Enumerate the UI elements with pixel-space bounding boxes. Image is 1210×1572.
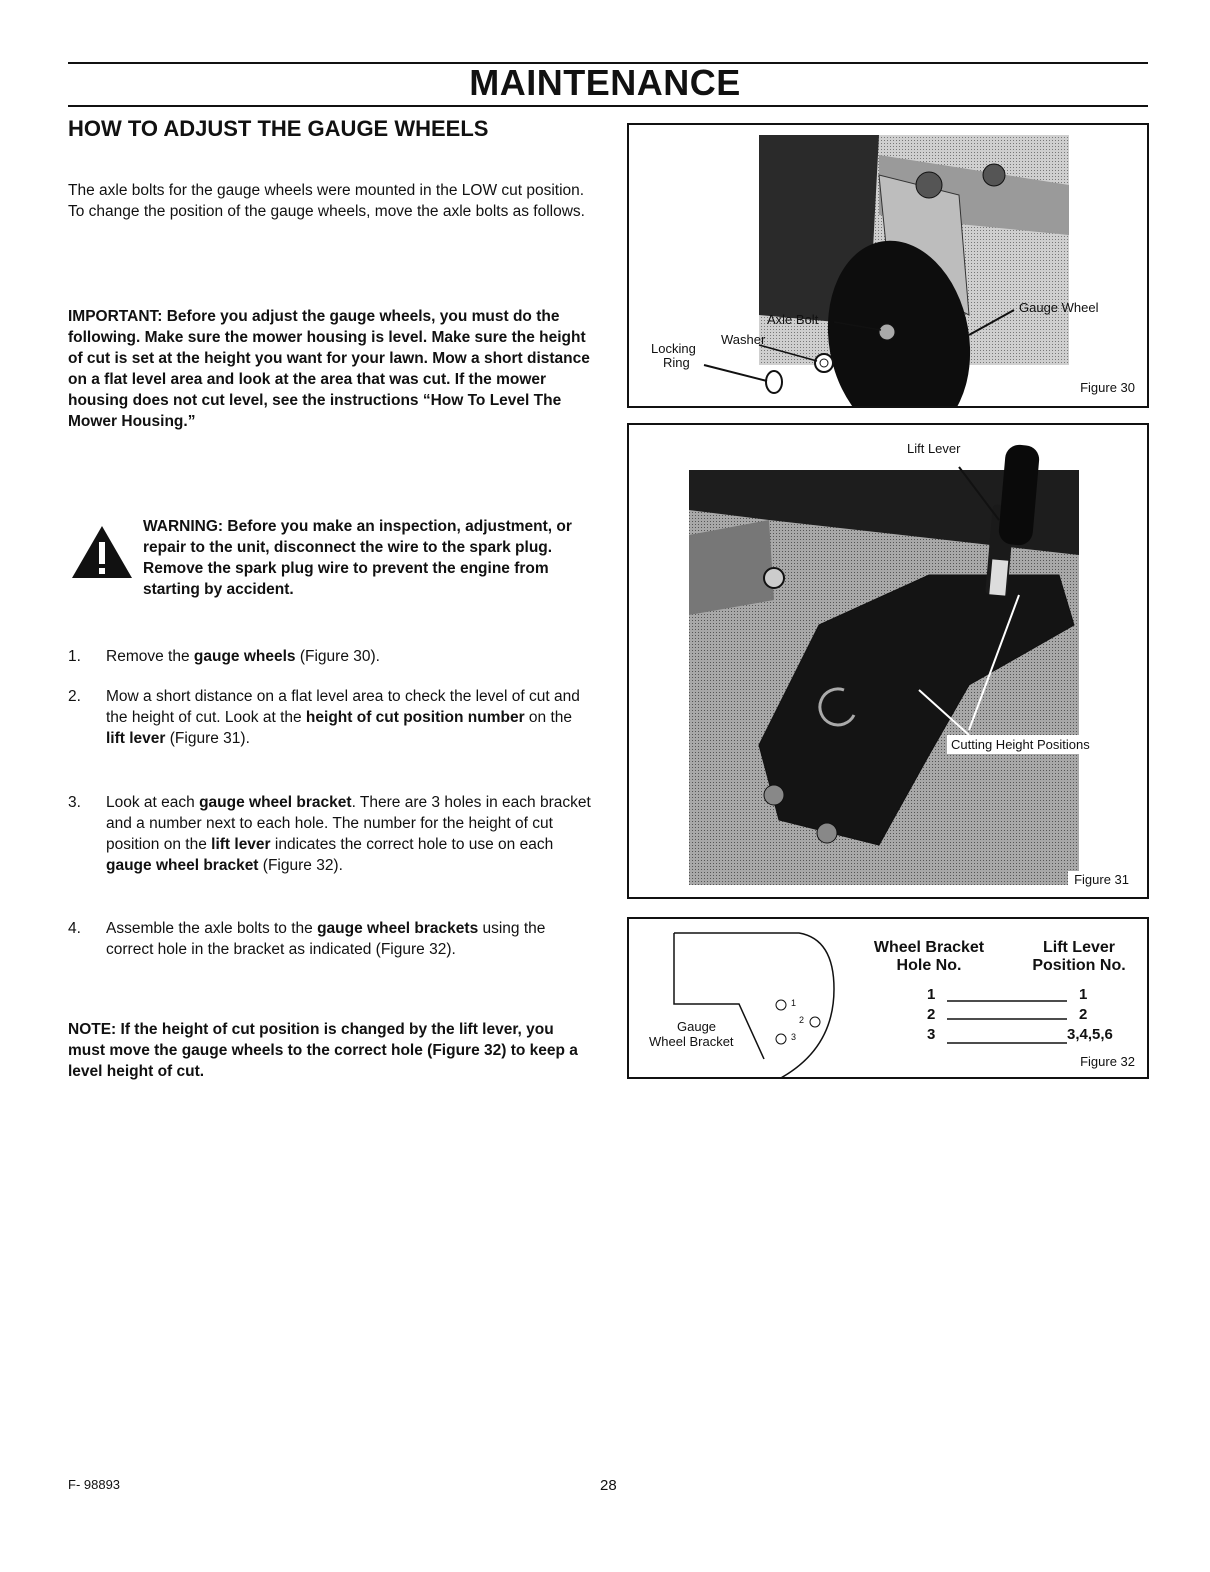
section-title: HOW TO ADJUST THE GAUGE WHEELS — [68, 116, 489, 141]
step-3: 3. Look at each gauge wheel bracket. There are 3 holes in each bracket and a number next to each hole. The number for the height of cut position on the lift lever indicates the correct hole to use on each gauge wheel bracket (Figure 32). — [68, 794, 591, 874]
note-paragraph: NOTE: If the height of cut position is changed by the lift lever, you must move the gauge wheels to the correct hole (Figure 32) to keep a level height of cut. — [68, 1021, 578, 1080]
figure-31-illustration — [629, 425, 1147, 897]
gauge-wheel-label: Gauge Wheel — [1019, 300, 1099, 315]
row-1-position: 1 — [1079, 986, 1088, 1003]
hole-3-label: 3 — [791, 1032, 797, 1042]
row-2-position: 2 — [1079, 1006, 1088, 1023]
figure-30-caption: Figure 30 — [1080, 380, 1135, 395]
hole-1-label: 1 — [791, 998, 797, 1008]
wheel-bracket-label: Wheel Bracket — [649, 1034, 734, 1049]
figure-30 — [627, 123, 1149, 408]
figure-30-illustration — [629, 125, 1147, 406]
page-title: MAINTENANCE — [469, 62, 741, 103]
figure-31 — [627, 423, 1149, 899]
step-2: 2. Mow a short distance on a flat level area to check the level of cut and the height of cut. Look at the height of cut position number on the lift lever (Figure 31). — [68, 688, 580, 747]
lift-lever-label: Lift Lever — [907, 441, 961, 456]
warning-icon — [70, 524, 134, 585]
hole-2-label: 2 — [799, 1015, 805, 1025]
figure-32 — [627, 917, 1149, 1079]
row-3-position: 3,4,5,6 — [1067, 1026, 1113, 1043]
figure-31-caption: Figure 31 — [1068, 871, 1135, 888]
gauge-label: Gauge — [677, 1019, 717, 1034]
warning-text: WARNING: Before you make an inspection, adjustment, or repair to the unit, disconnect the wire to the spark plug. Remove the spark plug wire to prevent the engine from starting by accident. — [143, 518, 572, 598]
intro-paragraph: The axle bolts for the gauge wheels were mounted in the LOW cut position. To change the position of the gauge wheels, move the axle bolts as follows. — [68, 182, 585, 220]
axle-bolt-label: Axle Bolt — [767, 312, 819, 327]
step-4: 4. Assemble the axle bolts to the gauge wheel brackets using the correct hole in the bracket as indicated (Figure 32). — [68, 920, 546, 958]
washer-label: Washer — [721, 332, 766, 347]
row-1-hole: 1 — [927, 986, 936, 1003]
column-header-hole-no: Wheel Bracket Hole No. — [873, 939, 985, 974]
cutting-height-positions-label: Cutting Height Positions — [947, 735, 1094, 754]
document-number: F- 98893 — [68, 1477, 121, 1492]
header-rule-bottom — [68, 105, 1148, 107]
row-3-hole: 3 — [927, 1026, 936, 1043]
important-paragraph: IMPORTANT: Before you adjust the gauge wheels, you must do the following. Make sure the mower housing is level. Make sure the height of cut is set at the height you want for your lawn. Mow a short distance on a flat level area and look at the area that was cut. If the mower housing does not cut level, see the instructions “How To Level The Mower Housing.” — [68, 308, 590, 430]
figure-32-caption: Figure 32 — [1080, 1054, 1135, 1069]
row-2-hole: 2 — [927, 1006, 936, 1023]
locking-ring-label: Locking Ring — [651, 341, 696, 370]
page-number: 28 — [600, 1477, 617, 1494]
step-1: 1. Remove the gauge wheels (Figure 30). — [68, 648, 380, 665]
column-header-position-no: Lift Lever Position No. — [1032, 939, 1126, 974]
